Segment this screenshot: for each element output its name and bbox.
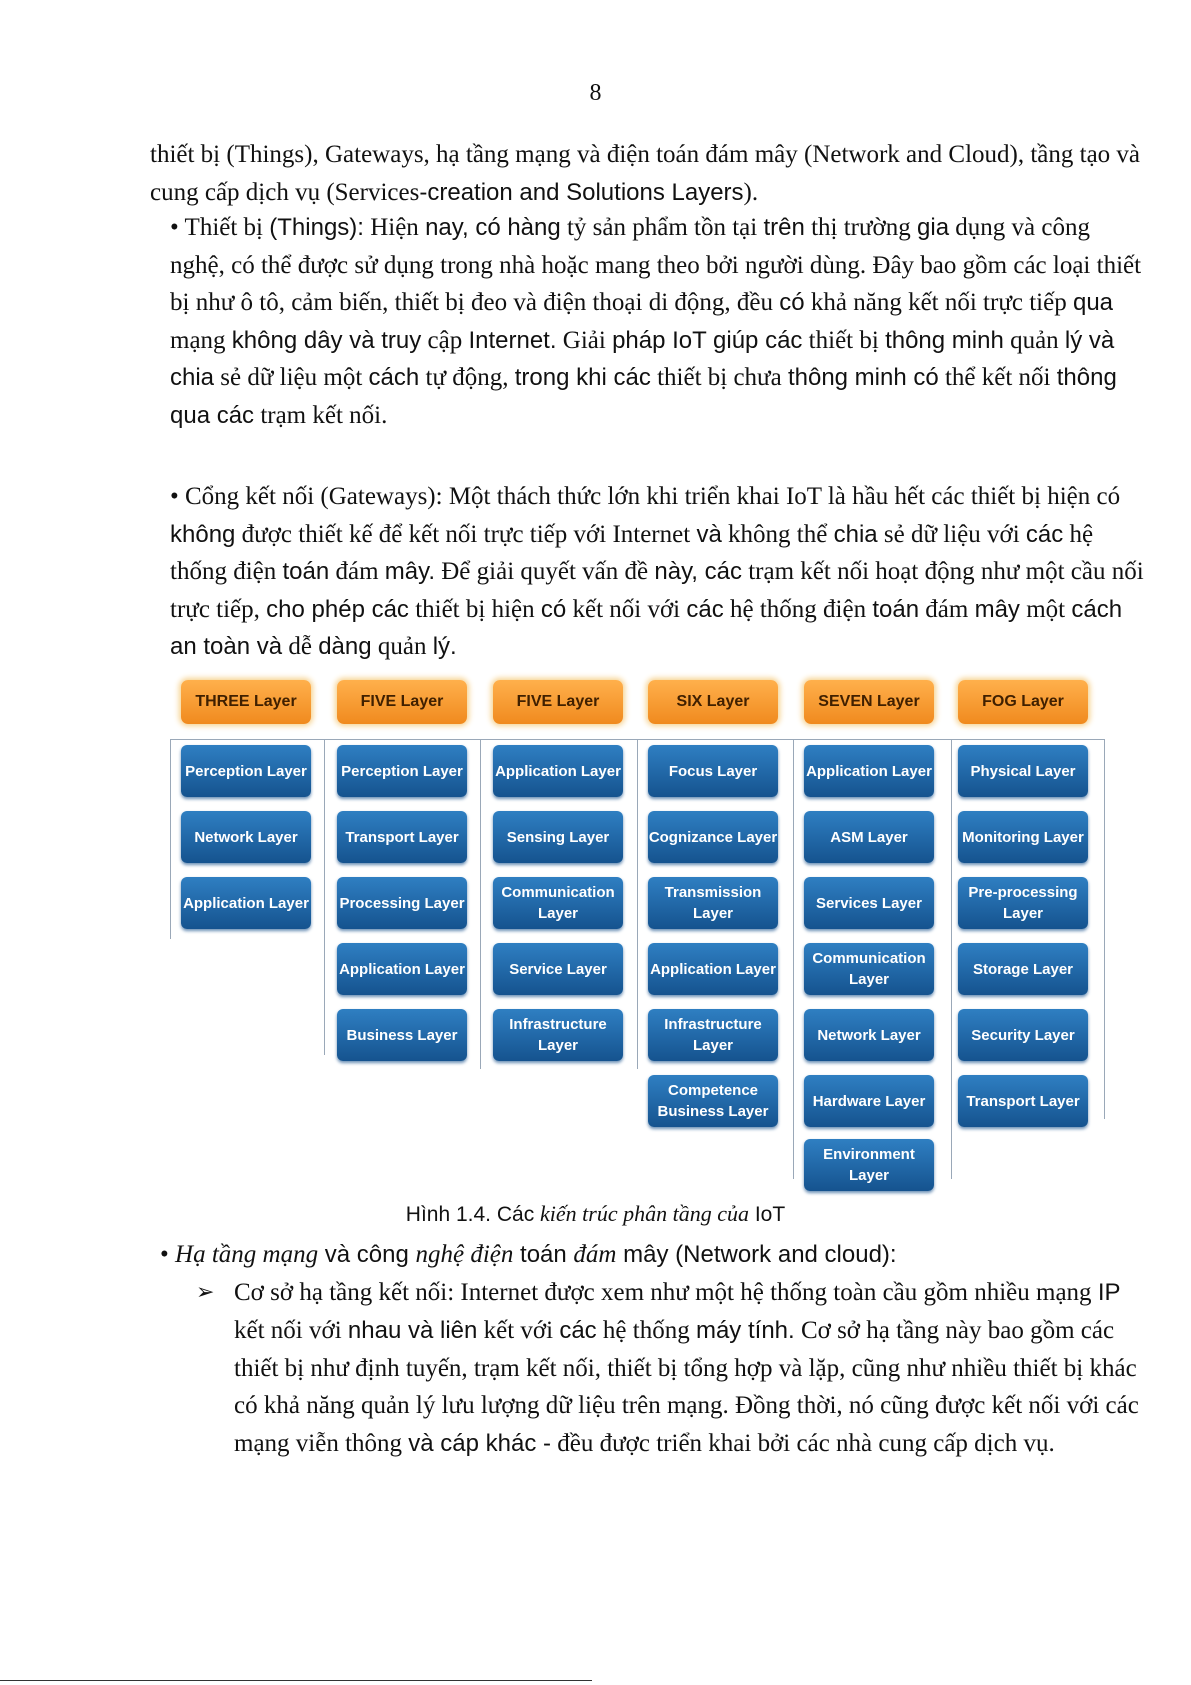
layer-box: Physical Layer xyxy=(958,745,1088,797)
text-run: trạm kết nối. xyxy=(254,401,388,429)
text-run: chia xyxy=(833,520,878,548)
header-five-layer-a: FIVE Layer xyxy=(337,680,467,724)
layer-box: Pre-processing Layer xyxy=(958,877,1088,929)
text-run: không thể xyxy=(721,520,834,548)
text-run: kết nối với xyxy=(566,595,687,623)
text-run: hệ thống điện xyxy=(170,520,1094,585)
caption-text-italic: kiến trúc phân tầng của xyxy=(540,1201,749,1226)
text-run: mây xyxy=(974,595,1020,623)
layer-box: Perception Layer xyxy=(181,745,311,797)
layer-box: Communication Layer xyxy=(493,877,623,929)
text-run: máy tính. xyxy=(695,1316,795,1344)
layer-box: Network Layer xyxy=(804,1009,934,1061)
text-run: thông minh có xyxy=(787,364,939,391)
text-run: Hạ tầng mạng xyxy=(175,1241,319,1268)
text-run: Internet. xyxy=(468,326,557,354)
text-run: cách xyxy=(368,364,420,391)
text-run: thị trường xyxy=(804,214,918,241)
header-five-layer-b: FIVE Layer xyxy=(493,680,623,724)
text-run: • Cổng kết nối (Gateways): Một thách thức lớn khi triển khai IoT là hầu hết các thiết bị hiện có xyxy=(170,483,1121,510)
text-run: nhau và liên xyxy=(347,1316,478,1344)
caption-text: IoT xyxy=(749,1203,786,1226)
layer-box: Application Layer xyxy=(181,877,311,929)
text-run: quản xyxy=(371,633,433,660)
layer-box: Hardware Layer xyxy=(804,1075,934,1127)
text-run: các xyxy=(1025,520,1064,548)
layer-box: Storage Layer xyxy=(958,943,1088,995)
column-divider xyxy=(170,739,171,939)
text-run: nghệ điện xyxy=(415,1241,514,1268)
text-run: • xyxy=(160,1241,176,1268)
text-run: đều được triển khai bởi các nhà cung cấp dịch vụ. xyxy=(551,1430,1055,1458)
text-run: trên xyxy=(763,214,805,241)
layer-box: Transport Layer xyxy=(337,811,467,863)
text-run: mây. xyxy=(384,558,435,585)
text-run: toán xyxy=(282,558,330,585)
page-number: 8 xyxy=(589,80,602,106)
layer-box: Network Layer xyxy=(181,811,311,863)
figure-caption xyxy=(0,1201,1191,1227)
text-run: trạm kết nối hoạt động như một cầu nối trực tiếp, xyxy=(170,558,1144,623)
bullet-network-cloud xyxy=(160,1236,1150,1274)
text-run: dàng xyxy=(318,633,372,660)
layer-box: Business Layer xyxy=(337,1009,467,1061)
layer-box: Services Layer xyxy=(804,877,934,929)
text-run: thể kết nối xyxy=(938,364,1057,391)
text-run: Để giải quyết vấn đề xyxy=(435,558,655,585)
layer-box: Communication Layer xyxy=(804,943,934,995)
bullet-gateways xyxy=(170,478,1145,666)
text-run: thiết bị hiện xyxy=(408,595,541,623)
text-run: Giải xyxy=(556,326,613,354)
text-run: nay, có hàng xyxy=(425,214,561,241)
layer-box: Infrastructure Layer xyxy=(493,1009,623,1061)
intro-paragraph xyxy=(150,136,1140,211)
text-run: gia xyxy=(917,214,950,241)
text-run: mạng xyxy=(170,326,232,354)
footer-rule xyxy=(0,1680,592,1681)
layer-box: Application Layer xyxy=(804,745,934,797)
text-run: có xyxy=(779,289,805,316)
text-run: kết nối với xyxy=(234,1316,348,1344)
iot-architecture-figure xyxy=(172,674,1112,1192)
text-run: kết với xyxy=(477,1316,560,1344)
layer-box: Infrastructure Layer xyxy=(648,1009,778,1061)
text-run: pháp IoT giúp các xyxy=(612,326,803,354)
layer-box: Monitoring Layer xyxy=(958,811,1088,863)
text-run: hệ thống điện xyxy=(723,595,873,623)
text-run: quản xyxy=(1003,326,1065,354)
text-run: cách an toàn và xyxy=(170,595,1123,660)
text-run: thông qua các xyxy=(170,364,1117,429)
text-run: các xyxy=(686,595,724,623)
sub-bullet-infrastructure xyxy=(196,1274,1156,1463)
text-run: trong khi các xyxy=(514,364,651,391)
header-seven-layer: SEVEN Layer xyxy=(804,680,934,724)
text-run: và xyxy=(696,520,722,548)
text-run: qua xyxy=(1072,289,1114,316)
header-six-layer: SIX Layer xyxy=(648,680,778,724)
sub-bullet-text xyxy=(234,1274,1156,1463)
layer-box: Application Layer xyxy=(337,943,467,995)
layer-box: Sensing Layer xyxy=(493,811,623,863)
text-run: • Thiết bị xyxy=(170,214,270,241)
text-run: được thiết kế để kết nối trực tiếp với Internet xyxy=(235,520,697,548)
text-run: thiết bị xyxy=(802,326,886,354)
caption-text: Hình 1.4. Các xyxy=(405,1203,541,1226)
layer-box: Environment Layer xyxy=(804,1139,934,1191)
text-run: cập xyxy=(421,326,469,354)
text-run: đám xyxy=(573,1241,617,1268)
header-three-layer: THREE Layer xyxy=(181,680,311,724)
text-run: đám xyxy=(919,595,975,623)
layer-box: Transport Layer xyxy=(958,1075,1088,1127)
text-run: và cáp khác - xyxy=(408,1430,552,1458)
layer-box: Application Layer xyxy=(648,943,778,995)
text-run: dụng và công nghệ, có thể được sử dụng trong nhà hoặc mang theo bởi người dùng. Đây bao gồm các loại thiết bị như ô tô, cảm biến, thiết bị đeo và điện thoại di động, đều xyxy=(170,214,1142,316)
text-run: sẻ dữ liệu với xyxy=(877,520,1026,548)
intro-text-sans: -creation and Solutions Layers xyxy=(419,178,744,206)
text-run: không dây và truy xyxy=(231,326,422,354)
layer-box: Cognizance Layer xyxy=(648,811,778,863)
intro-text: thiết bị (Things), Gateways, hạ tầng mạng và điện toán đám mây (Network and Cloud), tầng tạo và cung cấp dịch vụ (Services xyxy=(150,141,1141,206)
text-run: khả năng kết nối trực tiếp xyxy=(804,289,1073,316)
bullet-things xyxy=(170,209,1145,434)
text-run: toán xyxy=(872,595,920,623)
layer-box: ASM Layer xyxy=(804,811,934,863)
text-run: lý và chia xyxy=(170,326,1115,391)
text-run: dễ xyxy=(282,633,319,660)
text-run: có xyxy=(540,595,567,623)
text-run: các xyxy=(559,1316,597,1344)
text-run: Hiện xyxy=(363,214,426,241)
layer-box: Perception Layer xyxy=(337,745,467,797)
text-run: mây (Network and cloud): xyxy=(616,1241,897,1268)
text-run: thông minh xyxy=(885,326,1004,354)
layer-box: Application Layer xyxy=(493,745,623,797)
text-run: Cơ sở hạ tầng kết nối: Internet được xem như một hệ thống toàn cầu gồm nhiều mạng xyxy=(234,1279,1098,1306)
layer-box: Processing Layer xyxy=(337,877,467,929)
text-run: này, các xyxy=(654,558,742,585)
intro-text-end: ). xyxy=(743,178,759,206)
layer-box: Service Layer xyxy=(493,943,623,995)
text-run: toán xyxy=(513,1241,574,1268)
layer-box: Security Layer xyxy=(958,1009,1088,1061)
text-run: đám xyxy=(329,558,385,585)
text-run: sẻ dữ liệu một xyxy=(214,364,369,391)
text-run: (Things): xyxy=(269,214,364,241)
text-run: Cơ sở hạ tầng này bao gồm các thiết bị như định tuyến, trạm kết nối, thiết bị tổng hợp và lặp, cũng như nhiều thiết bị khác có khả năng quản lý lưu lượng dữ liệu trên mạng. Đồng thời, nó cũng được kết nối với các mạng viễn thông xyxy=(234,1316,1139,1458)
text-run: thiết bị chưa xyxy=(650,364,788,391)
text-run: cho phép các xyxy=(266,595,409,623)
text-run: IP xyxy=(1097,1279,1121,1306)
layer-box: Focus Layer xyxy=(648,745,778,797)
layer-box: Transmission Layer xyxy=(648,877,778,929)
arrow-bullet-icon: ➢ xyxy=(196,1280,215,1305)
text-run: lý. xyxy=(432,633,457,660)
text-run: tỷ sản phẩm tồn tại xyxy=(560,214,764,241)
text-run: và công xyxy=(318,1241,416,1268)
header-fog-layer: FOG Layer xyxy=(958,680,1088,724)
text-run: hệ thống xyxy=(596,1316,696,1344)
layer-box: Competence Business Layer xyxy=(648,1075,778,1127)
text-run: tự động, xyxy=(419,364,515,391)
text-run: không xyxy=(170,520,236,548)
text-run: một xyxy=(1019,595,1072,623)
